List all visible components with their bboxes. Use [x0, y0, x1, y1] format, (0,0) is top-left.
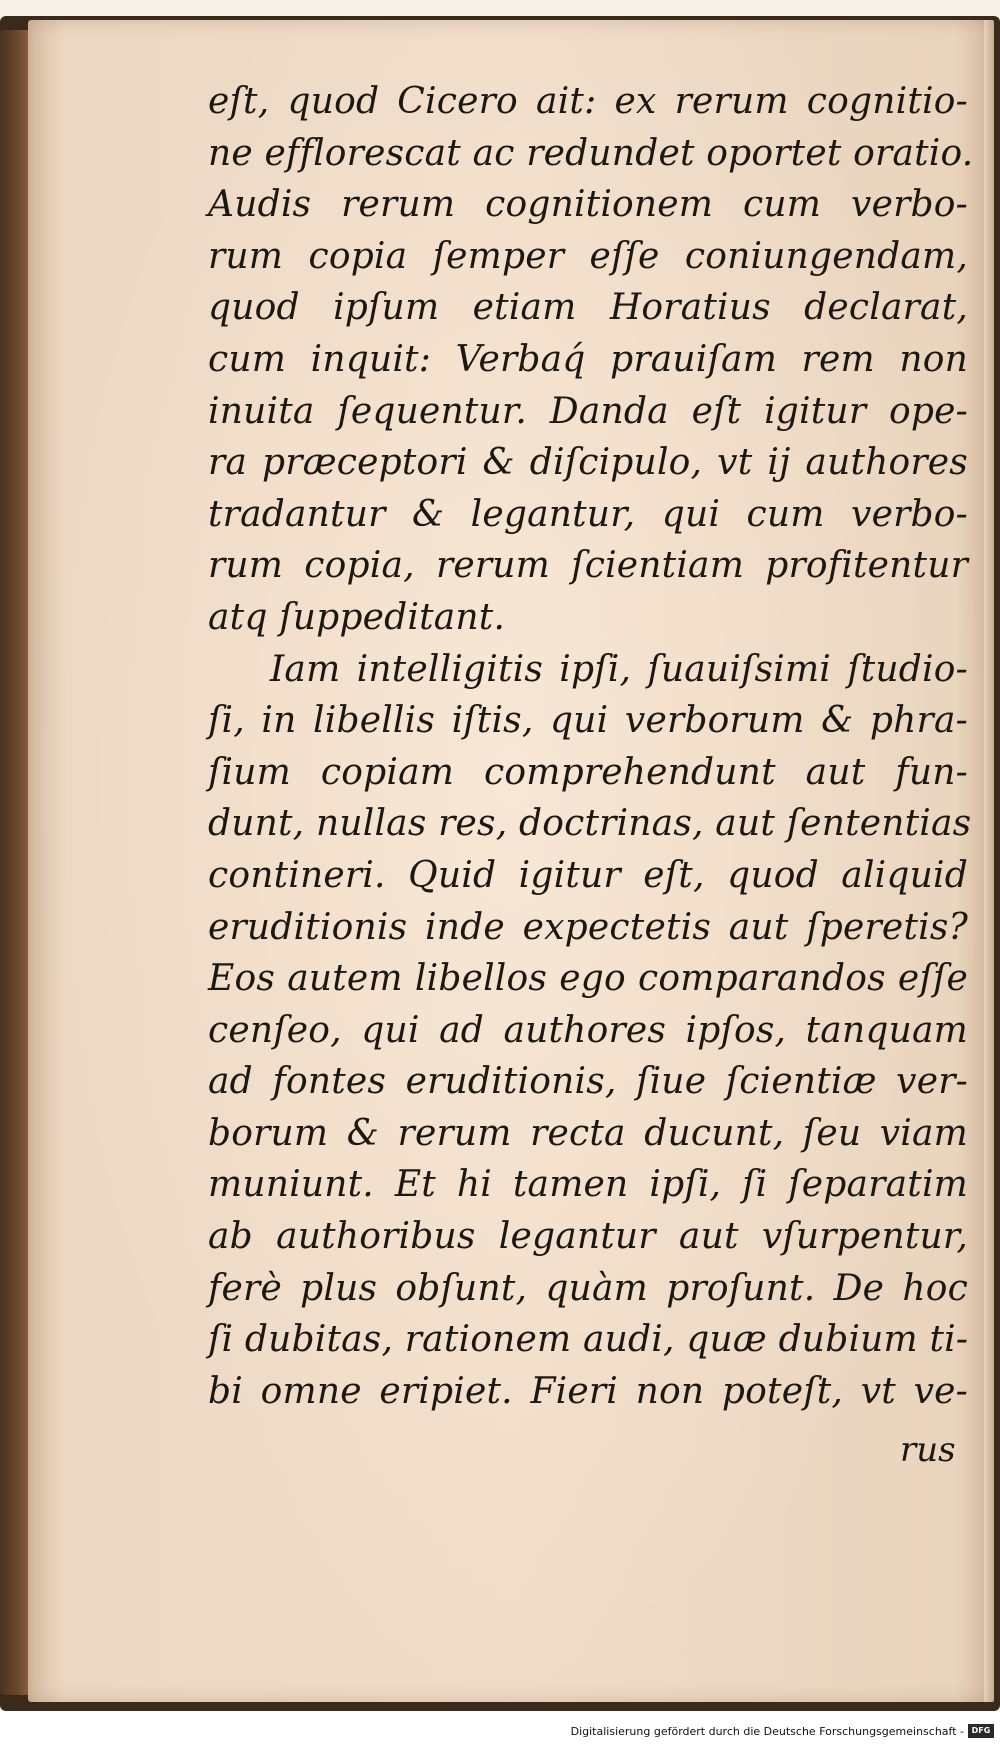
text-line: muniunt. Et hi tamen ipſi, ſi ſeparatim [208, 1164, 968, 1206]
text-line: eſt, quod Cicero ait: ex rerum cognitio- [208, 81, 968, 122]
text-line: ab authoribus legantur aut vſurpentur, [208, 1216, 968, 1258]
text-line: ſi, in libellis iſtis, qui verborum & phra- [208, 700, 968, 742]
text-line: ad fontes eruditionis, ſiue ſcientiæ ver- [208, 1061, 968, 1103]
digitization-credit: Digitalisierung gefördert durch die Deutsche Forschungsgemeinschaft - [570, 1725, 964, 1738]
text-line: ſi dubitas, rationem audi, quæ dubium ti- [208, 1319, 969, 1361]
text-line: inuita ſequentur. Danda eſt igitur ope- [208, 390, 968, 432]
text-line: bi omne eripiet. Fieri non poteſt, vt ve- [208, 1370, 968, 1412]
text-line: tradantur & legantur, qui cum verbo- [208, 493, 968, 535]
text-line: rum copia ſemper eſſe coniungendam, [208, 235, 968, 277]
text-line: Eos autem libellos ego comparandos eſſe [208, 958, 968, 1000]
page-fore-edge [984, 20, 994, 1702]
catchword: rus [900, 1430, 956, 1470]
text-line: Audis rerum cognitionem cum verbo- [208, 184, 968, 226]
dfg-logo: DFG [968, 1724, 994, 1738]
text-line: cenſeo, qui ad authores ipſos, tanquam [208, 1009, 968, 1051]
text-line: ra præceptori & diſcipulo, vt ij authores [208, 442, 968, 484]
text-line: ſium copiam comprehendunt aut fun- [208, 751, 968, 793]
text-line: borum & rerum recta ducunt, ſeu viam [208, 1112, 968, 1154]
text-line: quod ipſum etiam Horatius declarat, [208, 287, 968, 329]
text-line: atq ſuppeditant. [208, 596, 506, 638]
book-cover-edge [0, 30, 30, 1695]
text-line: ne efflorescat ac redundet oportet oratio. [208, 132, 974, 174]
text-line: ferè plus obſunt, quàm proſunt. De hoc [208, 1267, 968, 1309]
text-line: dunt, nullas res, doctrinas, aut ſententias [208, 803, 972, 845]
text-line: rum copia, rerum ſcientiam profitentur [208, 545, 968, 587]
body-text [208, 76, 974, 1417]
text-line: cum inquit: Verbaq́ prauiſam rem non [208, 338, 968, 380]
text-line: eruditionis inde expectetis aut ſperetis? [208, 906, 968, 948]
text-line: Iam intelligitis ipſi, ſuauiſsimi ſtudio- [270, 648, 968, 690]
text-line: contineri. Quid igitur eſt, quod aliquid [208, 854, 968, 896]
